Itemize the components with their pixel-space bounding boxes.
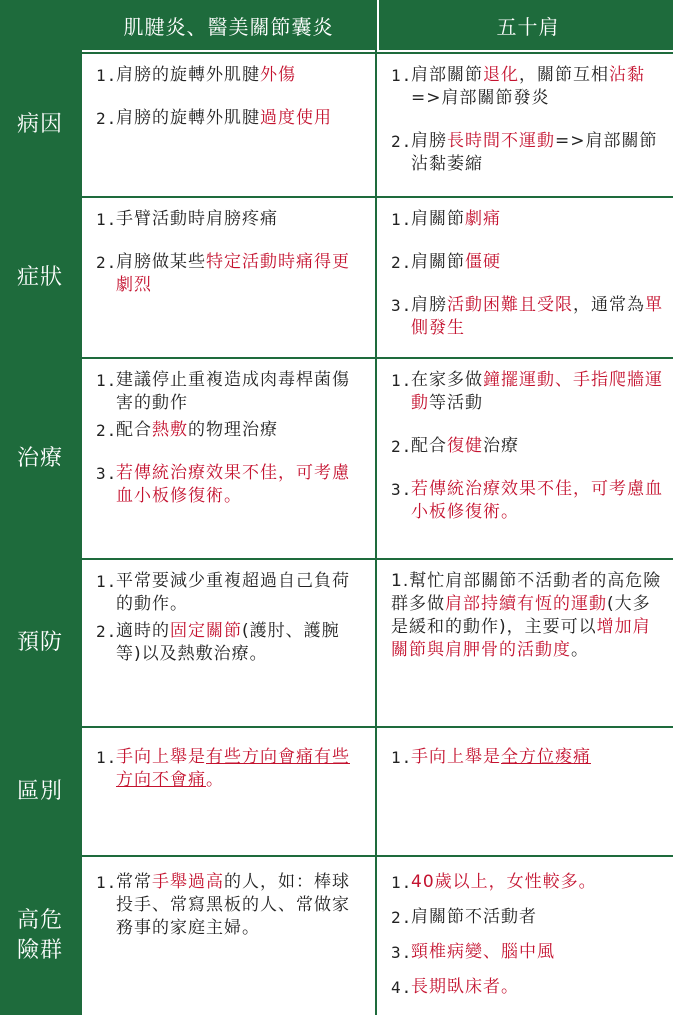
cell-high-risk-tendinitis	[82, 857, 375, 1015]
list-item: 1. 手向上舉是有些方向會痛有些方向不會痛。	[96, 747, 350, 790]
list-item: 3. 肩膀活動困難且受限，通常為單側發生	[391, 295, 663, 338]
cell-cause-tendinitis	[82, 54, 375, 196]
list-item: 2. 肩膀長時間不運動=>肩部關節沾黏萎縮	[391, 131, 658, 174]
list-item: 1. 建議停止重複造成肉毒桿菌傷害的動作	[96, 370, 350, 413]
list-item: 2. 肩關節僵硬	[391, 252, 501, 272]
list-item: 1.幫忙肩部關節不活動者的高危險群多做肩部持續有恆的運動(大多是緩和的動作)，主要可以增加肩關節與肩胛骨的活動度。	[391, 571, 662, 660]
cell-difference-frozen-shoulder	[377, 728, 673, 855]
list-item: 1. 手臂活動時肩膀疼痛	[96, 209, 278, 229]
row-label-symptoms: 症狀	[0, 198, 80, 357]
list-item: 3. 若傳統治療效果不佳，可考慮血小板修復術。	[96, 463, 350, 506]
list-item: 2. 適時的固定關節(護肘、護腕等)以及熱敷治療。	[96, 621, 340, 664]
list-item: 1. 肩關節劇痛	[391, 209, 501, 229]
list-item: 2. 肩膀做某些特定活動時痛得更劇烈	[96, 252, 350, 295]
list-item: 1. 肩部關節退化，關節互相沾黏=>肩部關節發炎	[391, 65, 645, 108]
list-item: 3. 頸椎病變、腦中風	[391, 942, 555, 962]
row-label-prevention: 預防	[0, 560, 80, 726]
list-item: 1. 在家多做鐘擺運動、手指爬牆運動等活動	[391, 370, 663, 413]
cell-prevention-tendinitis	[82, 560, 375, 726]
cell-treatment-frozen-shoulder	[377, 359, 673, 558]
list-item: 1. 常常手舉過高的人，如：棒球投手、常寫黑板的人、常做家務事的家庭主婦。	[96, 872, 350, 938]
row-label-high-risk: 高危 險群	[0, 857, 80, 1015]
header-col-tendinitis: 肌腱炎、醫美關節囊炎	[82, 0, 375, 52]
cell-prevention-frozen-shoulder	[377, 560, 673, 726]
list-item: 1. 40歲以上，女性較多。	[391, 872, 597, 892]
row-label-difference: 區別	[0, 728, 80, 855]
cell-cause-frozen-shoulder	[377, 54, 673, 196]
cell-symptoms-tendinitis	[82, 198, 375, 357]
list-item: 1. 肩膀的旋轉外肌腱外傷	[96, 65, 296, 85]
list-item: 2. 配合熱敷的物理治療	[96, 420, 278, 440]
header-corner	[0, 0, 80, 52]
list-item: 2. 肩膀的旋轉外肌腱過度使用	[96, 108, 332, 128]
list-item: 2. 肩關節不活動者	[391, 907, 537, 927]
header-col-frozen-shoulder: 五十肩	[377, 0, 673, 52]
cell-symptoms-frozen-shoulder	[377, 198, 673, 357]
list-item: 3. 若傳統治療效果不佳，可考慮血小板修復術。	[391, 479, 663, 522]
cell-treatment-tendinitis	[82, 359, 375, 558]
row-label-treatment: 治療	[0, 359, 80, 558]
list-item: 2. 配合復健治療	[391, 436, 519, 456]
list-item: 1. 手向上舉是全方位痠痛	[391, 747, 591, 767]
list-item: 4. 長期臥床者。	[391, 977, 519, 997]
row-label-cause: 病因	[0, 54, 80, 196]
cell-difference-tendinitis	[82, 728, 375, 855]
cell-high-risk-frozen-shoulder	[377, 857, 673, 1015]
list-item: 1. 平常要減少重複超過自己負荷的動作。	[96, 571, 350, 614]
